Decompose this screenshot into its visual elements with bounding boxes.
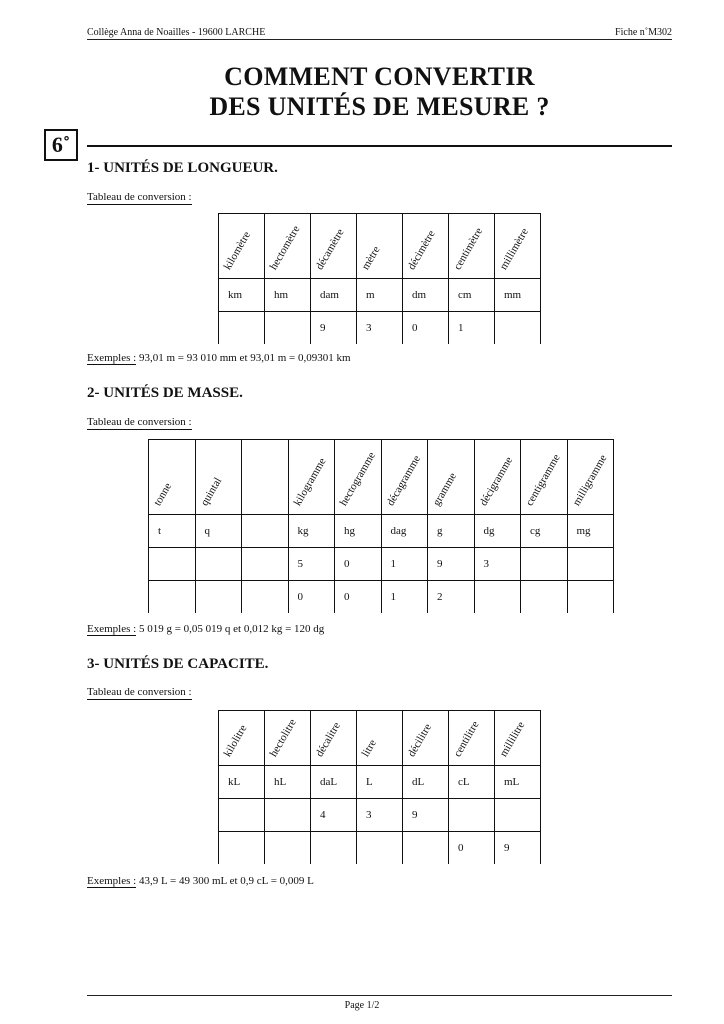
- unit-name: centilitre: [451, 719, 482, 759]
- unit-symbol-row: [219, 279, 541, 312]
- unit-name: décimètre: [405, 228, 438, 272]
- digit-cell: 1: [381, 548, 428, 581]
- example-label: Exemples :: [87, 352, 137, 364]
- digit-cell: [474, 581, 521, 614]
- unit-name: quintal: [198, 475, 224, 508]
- section-heading-mass: 2- UNITÉS DE MASSE.: [87, 385, 243, 401]
- unit-name-cell: [311, 711, 357, 766]
- unit-symbol-cell: m: [357, 279, 403, 312]
- digit-cell: [195, 548, 242, 581]
- digit-cell: 3: [474, 548, 521, 581]
- table-label-mass: Tableau de conversion :: [87, 416, 192, 428]
- digit-row: [149, 548, 614, 581]
- example-mass: [87, 623, 324, 635]
- unit-name-cell: [449, 214, 495, 279]
- unit-symbol-cell: km: [219, 279, 265, 312]
- unit-name-cell: [567, 440, 614, 515]
- unit-name: millilitre: [497, 719, 528, 759]
- unit-symbol-cell: hg: [335, 515, 382, 548]
- unit-name: milligramme: [570, 452, 609, 508]
- unit-symbol-cell: g: [428, 515, 475, 548]
- unit-name-row: [219, 214, 541, 279]
- digit-cell: [311, 832, 357, 865]
- digit-row: [219, 799, 541, 832]
- digit-row: [149, 581, 614, 614]
- table-label-capacity: Tableau de conversion :: [87, 686, 192, 698]
- unit-name-cell: [474, 440, 521, 515]
- digit-cell: [521, 581, 568, 614]
- digit-cell: 9: [311, 312, 357, 345]
- unit-symbol-cell: dag: [381, 515, 428, 548]
- digit-cell: [219, 312, 265, 345]
- unit-name: décigramme: [477, 454, 515, 508]
- digit-cell: 9: [428, 548, 475, 581]
- unit-name-cell: [403, 214, 449, 279]
- header-school: Collège Anna de Noailles - 19600 LARCHE: [87, 27, 266, 38]
- digit-cell: [265, 799, 311, 832]
- unit-name: kilomètre: [221, 229, 254, 272]
- example-text: 93,01 m = 93 010 mm et 93,01 m = 0,09301 km: [136, 352, 351, 364]
- section-heading-length: 1- UNITÉS DE LONGUEUR.: [87, 160, 278, 176]
- example-text: 5 019 g = 0,05 019 q et 0,012 kg = 120 dg: [136, 623, 325, 635]
- digit-cell: [242, 548, 289, 581]
- digit-cell: [521, 548, 568, 581]
- digit-cell: [495, 799, 541, 832]
- digit-cell: [219, 832, 265, 865]
- unit-name-cell: [242, 440, 289, 515]
- digit-cell: [195, 581, 242, 614]
- digit-cell: 0: [403, 312, 449, 345]
- digit-cell: [265, 832, 311, 865]
- unit-symbol-cell: L: [357, 766, 403, 799]
- digit-cell: 0: [288, 581, 335, 614]
- unit-name-cell: [403, 711, 449, 766]
- unit-name: décalitre: [313, 720, 343, 759]
- unit-symbol-cell: hL: [265, 766, 311, 799]
- page-title: [87, 62, 672, 122]
- level-badge: 6˚: [44, 129, 78, 161]
- title-divider: [87, 145, 672, 147]
- unit-name: mètre: [359, 244, 383, 272]
- footer-divider: [87, 995, 672, 996]
- unit-symbol-row: [219, 766, 541, 799]
- unit-symbol-cell: daL: [311, 766, 357, 799]
- digit-cell: 4: [311, 799, 357, 832]
- table-label-length: Tableau de conversion :: [87, 191, 192, 203]
- digit-cell: 0: [335, 581, 382, 614]
- unit-symbol-cell: [242, 515, 289, 548]
- unit-symbol-cell: t: [149, 515, 196, 548]
- digit-cell: [242, 581, 289, 614]
- unit-name-cell: [265, 214, 311, 279]
- unit-name: décagramme: [384, 453, 423, 508]
- unit-symbol-cell: mg: [567, 515, 614, 548]
- conversion-table-mass: [148, 439, 614, 613]
- example-label: Exemples :: [87, 623, 137, 635]
- unit-symbol-cell: hm: [265, 279, 311, 312]
- digit-row: [219, 312, 541, 345]
- unit-name-row: [219, 711, 541, 766]
- digit-cell: 1: [449, 312, 495, 345]
- unit-name: kilolitre: [221, 722, 250, 759]
- digit-cell: 3: [357, 799, 403, 832]
- unit-name-cell: [357, 214, 403, 279]
- unit-name-cell: [149, 440, 196, 515]
- unit-symbol-cell: cm: [449, 279, 495, 312]
- unit-symbol-cell: kg: [288, 515, 335, 548]
- unit-name-cell: [195, 440, 242, 515]
- digit-cell: [219, 799, 265, 832]
- unit-name-cell: [219, 711, 265, 766]
- digit-cell: 0: [335, 548, 382, 581]
- unit-name-cell: [428, 440, 475, 515]
- unit-name-cell: [311, 214, 357, 279]
- digit-cell: [567, 581, 614, 614]
- unit-name-cell: [219, 214, 265, 279]
- digit-cell: [357, 832, 403, 865]
- section-heading-capacity: 3- UNITÉS DE CAPACITE.: [87, 656, 269, 672]
- unit-name: tonne: [151, 480, 175, 508]
- digit-cell: [149, 548, 196, 581]
- unit-name: gramme: [430, 470, 460, 508]
- digit-cell: [449, 799, 495, 832]
- unit-name: kilogramme: [291, 455, 329, 508]
- unit-name-cell: [357, 711, 403, 766]
- conversion-table-length: [218, 213, 541, 344]
- digit-cell: 1: [381, 581, 428, 614]
- digit-cell: 5: [288, 548, 335, 581]
- unit-name: hectogramme: [337, 450, 378, 508]
- unit-name-cell: [521, 440, 568, 515]
- page-number: Page 1/2: [344, 1000, 380, 1011]
- unit-symbol-cell: mm: [495, 279, 541, 312]
- digit-cell: [149, 581, 196, 614]
- unit-symbol-cell: cL: [449, 766, 495, 799]
- unit-symbol-cell: q: [195, 515, 242, 548]
- digit-cell: 9: [495, 832, 541, 865]
- digit-cell: 3: [357, 312, 403, 345]
- digit-cell: [265, 312, 311, 345]
- unit-symbol-cell: mL: [495, 766, 541, 799]
- unit-name-cell: [381, 440, 428, 515]
- unit-name-cell: [288, 440, 335, 515]
- unit-name-cell: [265, 711, 311, 766]
- unit-symbol-cell: dam: [311, 279, 357, 312]
- example-label: Exemples :: [87, 875, 137, 887]
- example-length: [87, 352, 351, 364]
- digit-cell: [403, 832, 449, 865]
- unit-name: centigramme: [523, 452, 563, 508]
- digit-cell: [567, 548, 614, 581]
- title-line-1: COMMENT CONVERTIR: [224, 62, 535, 91]
- title-line-2: DES UNITÉS DE MESURE ?: [209, 92, 550, 121]
- unit-symbol-cell: dm: [403, 279, 449, 312]
- unit-name: hectomètre: [267, 223, 303, 272]
- digit-cell: 9: [403, 799, 449, 832]
- digit-cell: 0: [449, 832, 495, 865]
- digit-cell: [495, 312, 541, 345]
- unit-symbol-cell: dg: [474, 515, 521, 548]
- unit-symbol-cell: dL: [403, 766, 449, 799]
- unit-name: décamètre: [313, 226, 347, 272]
- unit-name: millimètre: [497, 226, 531, 272]
- unit-name-cell: [449, 711, 495, 766]
- unit-name-cell: [335, 440, 382, 515]
- unit-name-cell: [495, 711, 541, 766]
- digit-row: [219, 832, 541, 865]
- unit-name: hectolitre: [267, 717, 299, 759]
- unit-name: décilitre: [405, 721, 435, 759]
- unit-symbol-cell: kL: [219, 766, 265, 799]
- unit-name: centimètre: [451, 225, 486, 272]
- header-sheet-number: Fiche n˚M302: [615, 27, 672, 38]
- conversion-table-capacity: [218, 710, 541, 864]
- unit-name-cell: [495, 214, 541, 279]
- example-capacity: [87, 875, 314, 887]
- example-text: 43,9 L = 49 300 mL et 0,9 cL = 0,009 L: [136, 875, 314, 887]
- digit-cell: 2: [428, 581, 475, 614]
- unit-symbol-row: [149, 515, 614, 548]
- unit-symbol-cell: cg: [521, 515, 568, 548]
- unit-name-row: [149, 440, 614, 515]
- unit-name: litre: [359, 737, 379, 759]
- header-divider: [87, 39, 672, 40]
